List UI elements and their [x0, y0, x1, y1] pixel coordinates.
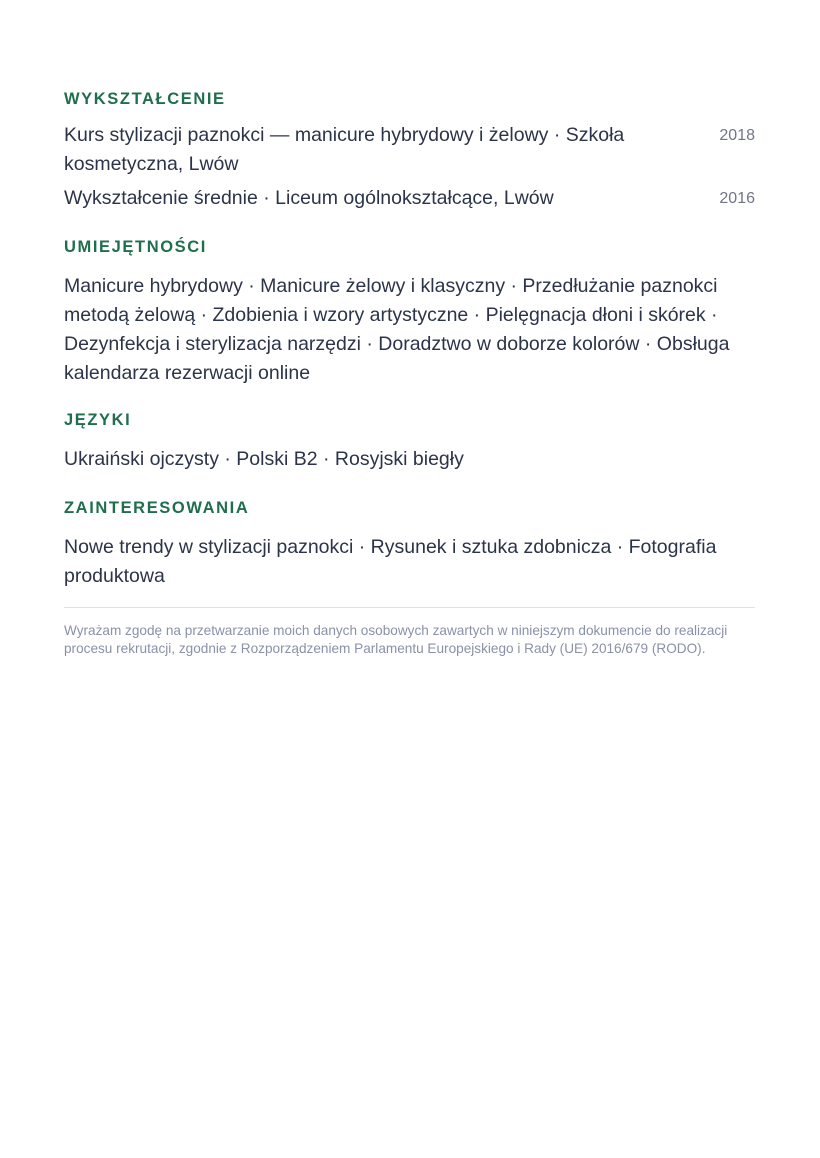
education-entry-year: 2018 [719, 127, 755, 144]
education-entry-text: Wykształcenie średnie · Liceum ogólnokształcące, Lwów [64, 187, 554, 209]
education-entry-year: 2016 [719, 190, 755, 207]
education-entry-text: Kurs stylizacji paznokci — manicure hybrydowy i żelowy · Szkoła kosmetyczna, Lwów [64, 124, 625, 175]
gdpr-consent-text: Wyrażam zgodę na przetwarzanie moich danych osobowych zawartych w niniejszym dokumencie do realizacji procesu rekrutacji, zgodnie z Rozporządzeniem Parlamentu Europejskiego i Rady (UE) 2016/679 (RODO). [64, 623, 728, 656]
skills-heading: UMIEJĘTNOŚCI [64, 238, 207, 256]
interests-text: Nowe trendy w stylizacji paznokci · Rysunek i sztuka zdobnicza · Fotografia produktowa [64, 536, 717, 587]
languages-text: Ukraiński ojczysty · Polski B2 · Rosyjski biegły [64, 448, 464, 470]
languages-heading: JĘZYKI [64, 411, 132, 429]
interests-heading: ZAINTERESOWANIA [64, 499, 250, 517]
interests-section [64, 498, 755, 591]
languages-section [64, 410, 755, 474]
education-section [64, 89, 755, 213]
skills-text: Manicure hybrydowy · Manicure żelowy i klasyczny · Przedłużanie paznokci metodą żelową · Zdobienia i wzory artystyczne · Pielęgnacja dłoni i skórek · Dezynfekcja i sterylizacja narzędzi · Doradztwo w doborze kolorów · Obsługa kalendarza rezerwacji online [64, 275, 730, 384]
skills-section [64, 237, 755, 388]
education-entry [64, 121, 755, 179]
education-entry [64, 184, 755, 213]
divider [64, 607, 755, 608]
education-heading: WYKSZTAŁCENIE [64, 90, 226, 108]
